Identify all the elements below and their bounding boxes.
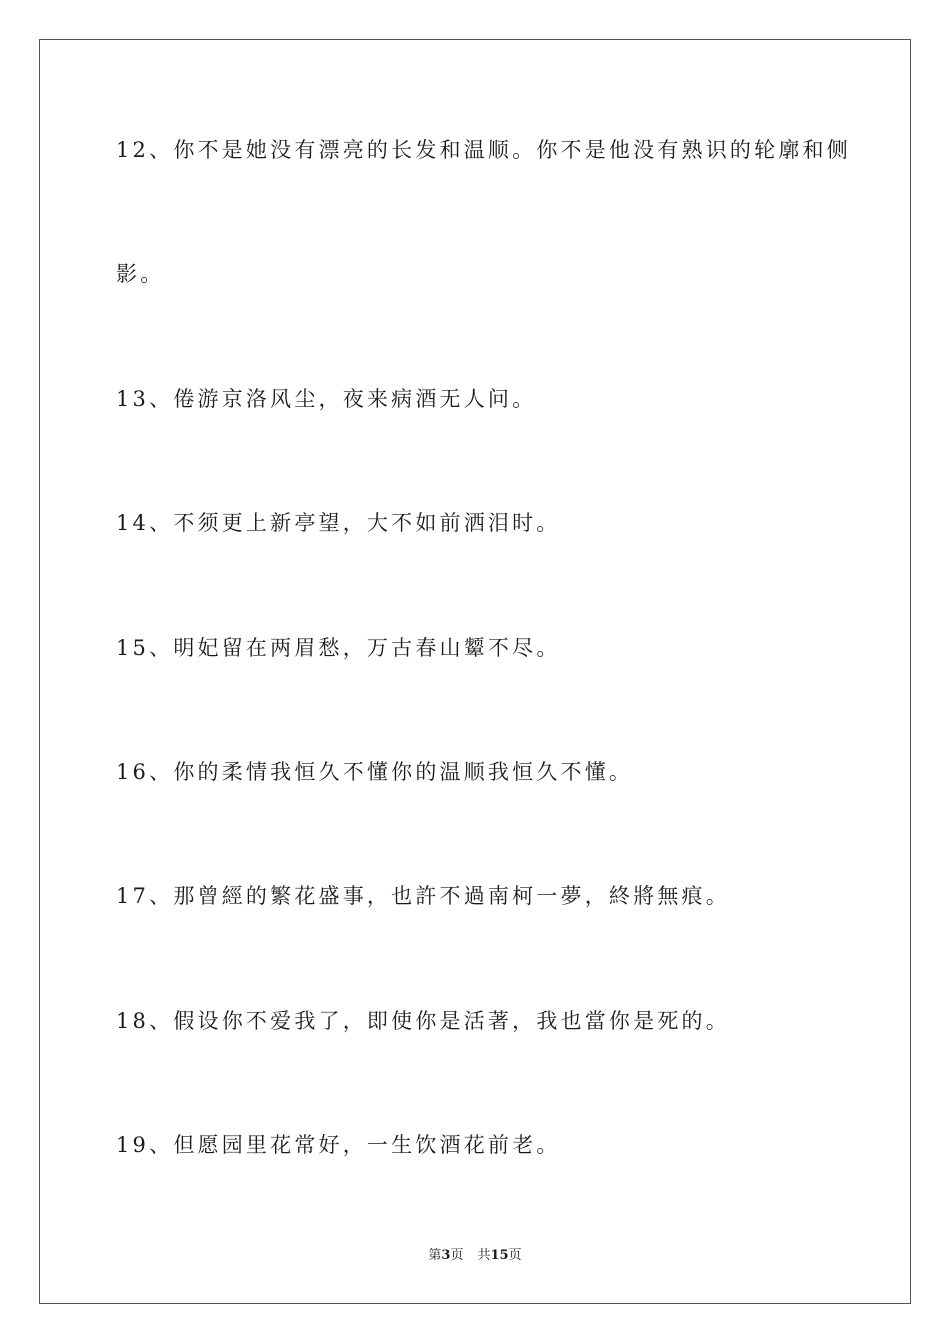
text-line-12: 12、你不是她没有漂亮的长发和温顺。你不是他没有熟识的轮廓和侧	[116, 138, 851, 162]
text-line-12-continued: 影。	[116, 262, 165, 286]
page-number: 3	[441, 1248, 451, 1263]
total-suffix: 页	[508, 1248, 522, 1263]
text-line-17: 17、那曾經的繁花盛事，也許不過南柯一夢，終將無痕。	[116, 884, 730, 908]
text-line-16: 16、你的柔情我恒久不懂你的温顺我恒久不懂。	[116, 760, 634, 784]
text-line-15: 15、明妃留在两眉愁，万古春山颦不尽。	[116, 636, 561, 660]
total-prefix: 共	[477, 1248, 491, 1263]
page-frame	[39, 39, 911, 1304]
text-line-18: 18、假设你不爱我了，即使你是活著，我也當你是死的。	[116, 1009, 730, 1033]
text-line-14: 14、不须更上新亭望，大不如前洒泪时。	[116, 511, 561, 535]
text-line-13: 13、倦游京洛风尘，夜来病酒无人问。	[116, 387, 537, 411]
page-prefix: 第	[428, 1248, 442, 1263]
text-line-19: 19、但愿园里花常好，一生饮酒花前老。	[116, 1133, 561, 1157]
page-suffix: 页	[450, 1248, 464, 1263]
total-pages: 15	[490, 1248, 509, 1263]
page-footer	[0, 1248, 950, 1264]
